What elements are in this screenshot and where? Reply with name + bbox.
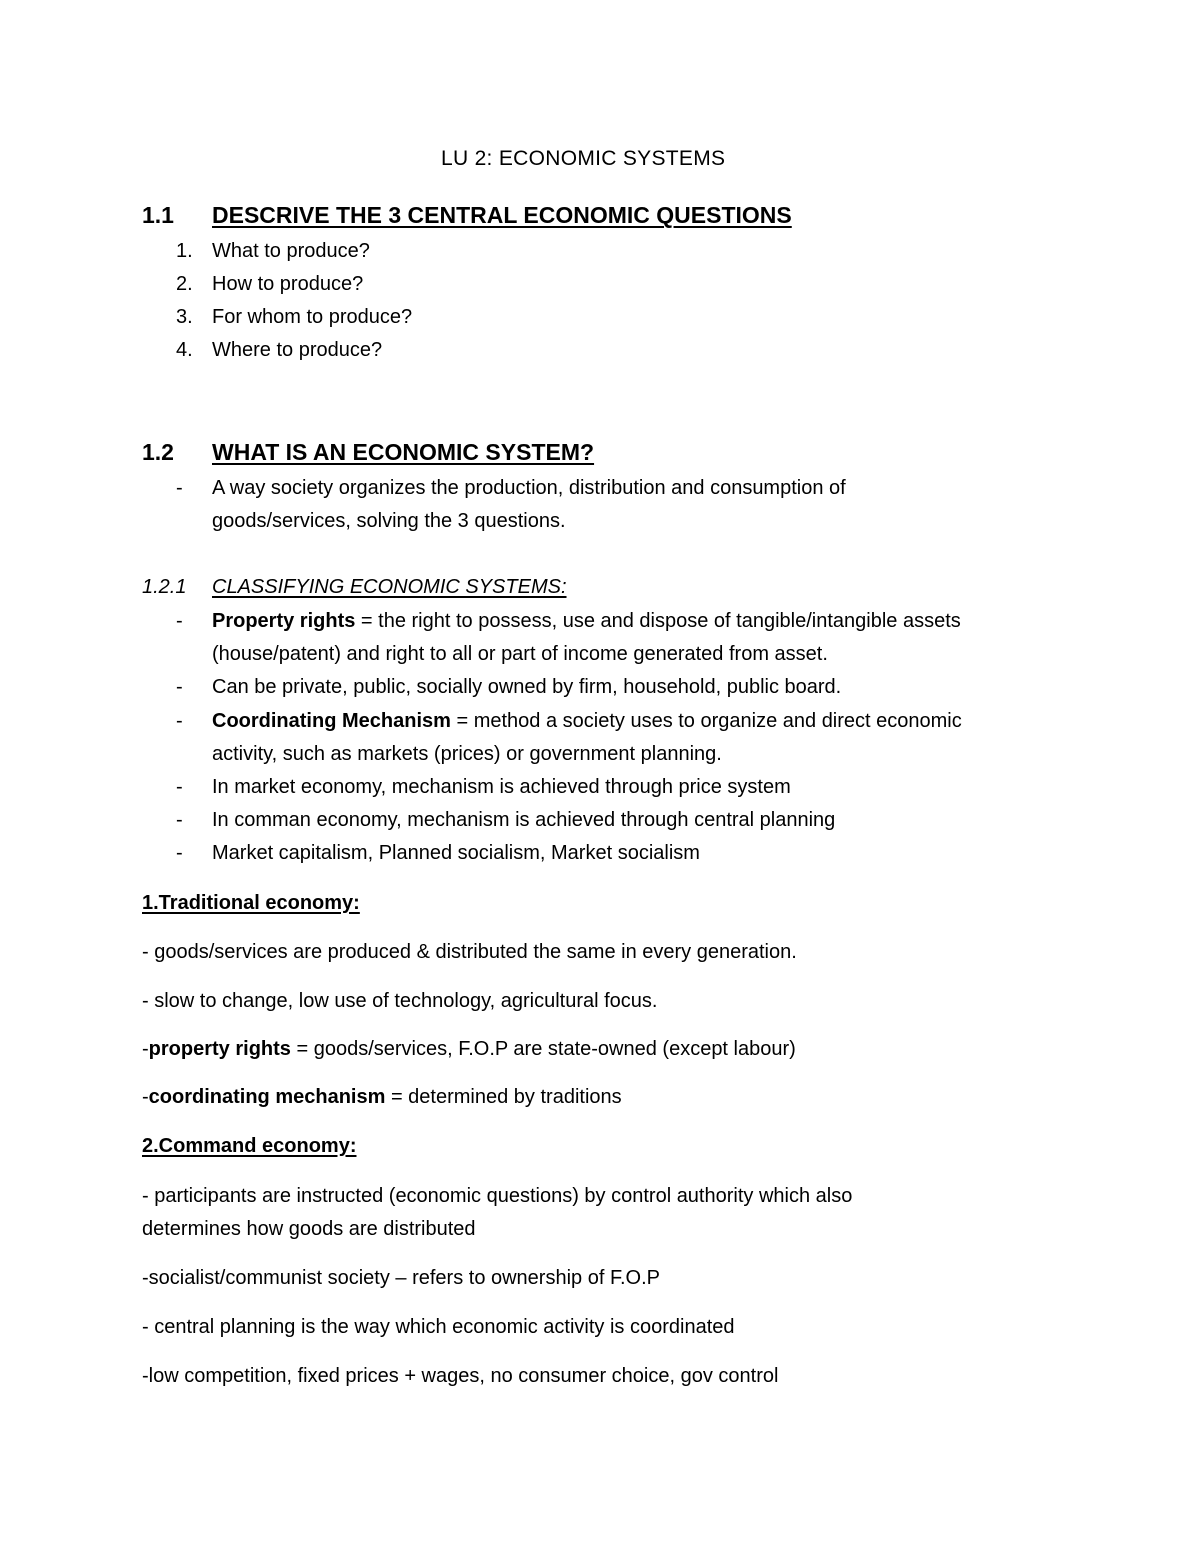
bullet-item: In market economy, mechanism is achieved through price system — [212, 776, 791, 798]
subsection-heading-1-2-1 — [142, 575, 567, 599]
list-marker: 2. — [176, 273, 193, 295]
term-definition: = the right to possess, use and dispose of tangible/intangible assets — [355, 610, 961, 632]
definition-line: A way society organizes the production, distribution and consumption of — [212, 477, 846, 499]
term-definition: = determined by traditions — [385, 1086, 622, 1108]
term: coordinating mechanism — [148, 1086, 386, 1108]
paragraph-line: -low competition, fixed prices + wages, no consumer choice, gov control — [142, 1365, 779, 1387]
term: Property rights — [212, 610, 356, 632]
paragraph-line: - central planning is the way which economic activity is coordinated — [142, 1316, 735, 1338]
list-marker: 4. — [176, 339, 193, 361]
bullet-dash: - — [176, 676, 183, 698]
paragraph-line: -socialist/communist society – refers to ownership of F.O.P — [142, 1267, 660, 1289]
line-prefix: - — [142, 1038, 149, 1060]
section-number: 1.2.1 — [142, 576, 187, 598]
paragraph-line: - slow to change, low use of technology, agricultural focus. — [142, 990, 658, 1012]
command-economy-heading: 2.Command economy: — [142, 1135, 357, 1157]
bullet-dash: - — [176, 610, 183, 632]
bullet-dash: - — [176, 710, 183, 732]
paragraph-line: determines how goods are distributed — [142, 1218, 476, 1240]
term: Coordinating Mechanism — [212, 710, 451, 732]
bullet-item-continued: activity, such as markets (prices) or government planning. — [212, 743, 722, 765]
bullet-item: Can be private, public, socially owned by firm, household, public board. — [212, 676, 842, 698]
term: property rights — [148, 1038, 291, 1060]
term-definition: = goods/services, F.O.P are state-owned (except labour) — [290, 1038, 796, 1060]
list-item: What to produce? — [212, 240, 370, 262]
traditional-economy-heading: 1.Traditional economy: — [142, 892, 360, 914]
list-item: For whom to produce? — [212, 306, 413, 328]
page-title: LU 2: ECONOMIC SYSTEMS — [441, 147, 726, 170]
paragraph-line: - participants are instructed (economic questions) by control authority which also — [142, 1185, 853, 1207]
term-definition: = method a society uses to organize and direct economic — [450, 710, 962, 732]
bullet-item: In comman economy, mechanism is achieved through central planning — [212, 809, 836, 831]
list-marker: 3. — [176, 306, 193, 328]
paragraph-line: - goods/services are produced & distributed the same in every generation. — [142, 941, 797, 963]
bullet-dash: - — [176, 477, 183, 499]
section-title: WHAT IS AN ECONOMIC SYSTEM? — [212, 439, 595, 465]
paragraph-line — [142, 1085, 622, 1109]
section-number: 1.2 — [142, 439, 174, 465]
bullet-item — [212, 609, 961, 633]
bullet-dash: - — [176, 809, 183, 831]
bullet-item: Market capitalism, Planned socialism, Market socialism — [212, 842, 700, 864]
bullet-dash: - — [176, 842, 183, 864]
bullet-item — [212, 709, 962, 733]
list-item: Where to produce? — [212, 339, 383, 361]
section-title: CLASSIFYING ECONOMIC SYSTEMS: — [212, 576, 567, 598]
bullet-item-continued: (house/patent) and right to all or part of income generated from asset. — [212, 643, 828, 665]
definition-line: goods/services, solving the 3 questions. — [212, 510, 566, 532]
paragraph-line — [142, 1037, 796, 1061]
section-heading-1-1 — [142, 203, 792, 227]
list-marker: 1. — [176, 240, 193, 262]
section-heading-1-2 — [142, 440, 594, 464]
list-item: How to produce? — [212, 273, 364, 295]
section-number: 1.1 — [142, 202, 174, 228]
section-title: DESCRIVE THE 3 CENTRAL ECONOMIC QUESTIONS — [212, 202, 792, 228]
bullet-dash: - — [176, 776, 183, 798]
line-prefix: - — [142, 1086, 149, 1108]
